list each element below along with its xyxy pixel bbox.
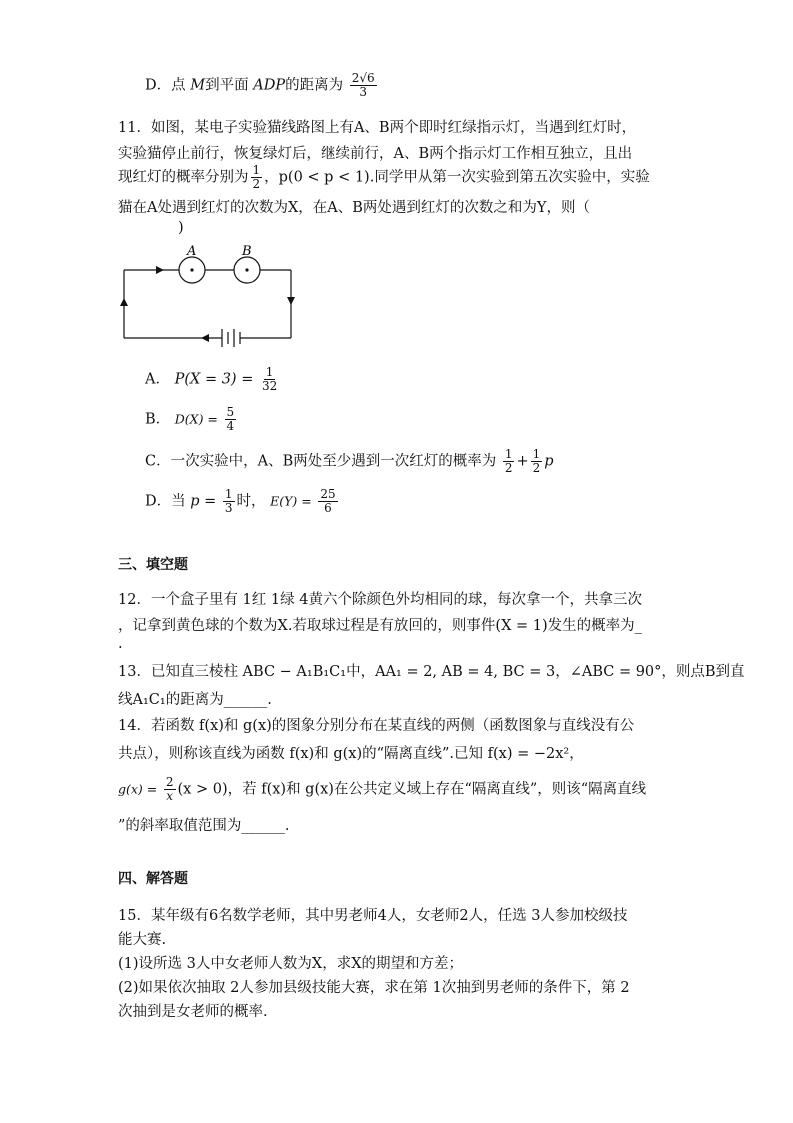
numerator: 25: [320, 487, 336, 501]
denominator: 6: [324, 501, 332, 515]
plus: +: [516, 453, 529, 470]
text: 到平面: [205, 77, 249, 94]
q15-line-1: 15．某年级有6名数学老师，其中男老师4人，女老师2人，任选 3人参加校级技: [118, 908, 628, 924]
plane-adp: ADP: [253, 77, 286, 94]
denominator: 2: [504, 461, 513, 475]
light-a-center: [190, 268, 193, 271]
fraction: [318, 488, 337, 515]
denominator: x: [166, 789, 174, 803]
label-b: B: [242, 244, 252, 259]
numerator: 1: [224, 487, 233, 501]
denominator: 2: [252, 177, 261, 191]
expr: P(X = 3) =: [174, 371, 254, 388]
q15-line-2: 能大赛.: [118, 932, 167, 948]
q13-line-2: 线A₁C₁的距离为______.: [118, 692, 272, 708]
q11-option-c: [145, 448, 554, 475]
q11-option-a: [145, 366, 281, 393]
q14-line-3: [118, 776, 646, 803]
denominator: 32: [261, 379, 278, 393]
q14-line-2: 共点），则称该直线为函数 f(x)和 g(x)的“隔离直线”.已知 f(x) = −2x²，: [118, 746, 584, 762]
denominator: 2: [532, 461, 541, 475]
light-b-center: [245, 268, 248, 271]
arrow-left-icon: [201, 334, 209, 342]
option-label: B．: [145, 411, 171, 428]
text: ，p(0 < p < 1).同学甲从第一次实验到第五次实验中，实验: [264, 169, 650, 186]
option-label: A．: [145, 371, 170, 388]
fraction: [223, 488, 235, 515]
option-text: D．当: [145, 493, 186, 510]
q14-line-4: ”的斜率取值范围为______.: [118, 818, 290, 834]
q11-line-3: [118, 164, 650, 191]
option-label: D．点: [145, 77, 186, 94]
denominator: 3: [224, 501, 233, 515]
point-m: M: [190, 77, 206, 94]
q11-line-5: ): [178, 220, 184, 236]
option-text: C．一次实验中，A、B两处至少遇到一次红灯的概率为: [145, 453, 497, 470]
expr: p =: [190, 493, 217, 510]
arrow-up-icon: [120, 298, 128, 306]
q12-line-1: 12．一个盒子里有 1红 1绿 4黄六个除颜色外均相同的球，每次拿一个，共拿三次: [118, 592, 642, 608]
section-title-answers: 四、解答题: [118, 871, 188, 887]
q12-line-3: .: [118, 636, 123, 652]
numerator: 2: [165, 775, 174, 789]
fraction: [350, 72, 377, 99]
fraction: [251, 164, 263, 191]
var-p: p: [544, 453, 554, 470]
q11-line-2: 实验猫停止前行，恢复绿灯后，继续前行，A、B两个指示灯工作相互独立，且出: [118, 146, 633, 162]
q15-line-3: (1)设所选 3人中女老师人数为X，求X的期望和方差；: [118, 956, 464, 972]
q14-line-1: 14．若函数 f(x)和 g(x)的图象分别分布在某直线的两侧（函数图象与直线没有公: [118, 718, 635, 734]
text: 时，: [236, 493, 266, 510]
q11-option-d: [145, 488, 340, 515]
text: 现红灯的概率分别为: [118, 169, 249, 186]
fraction: [260, 366, 279, 393]
q11-option-b: [145, 406, 238, 433]
q11-line-1: 11．如图，某电子实验猫线路图上有A、B两个即时红绿指示灯，当遇到红灯时，: [118, 120, 637, 136]
expr: g(x) =: [118, 781, 158, 797]
numerator: 1: [265, 365, 274, 379]
expr: D(X) =: [174, 411, 218, 427]
numerator: 1: [504, 447, 513, 461]
section-title-fill-in: 三、填空题: [118, 557, 188, 573]
denominator: 4: [226, 419, 235, 433]
label-a: A: [187, 244, 197, 259]
circuit-diagram: [118, 240, 308, 360]
numerator: 5: [226, 405, 235, 419]
fraction: [225, 406, 237, 433]
q12-line-2: ，记拿到黄色球的个数为X.若取球过程是有放回的，则事件(X = 1)发生的概率为_: [118, 618, 642, 634]
q13-line-1: 13．已知直三棱柱 ABC − A₁B₁C₁中，AA₁ = 2, AB = 4, BC = 3，∠ABC = 90°，则点B到直: [118, 664, 745, 680]
q11-line-4: 猫在A处遇到红灯的次数为X，在A、B两处遇到红灯的次数之和为Y，则（: [118, 200, 590, 216]
q10-option-d: [145, 72, 379, 99]
text: (x > 0)，若 f(x)和 g(x)在公共定义域上存在“隔离直线”，则该“隔离直线: [177, 781, 647, 798]
text: 的距离为: [285, 77, 344, 94]
numerator: 1: [252, 163, 261, 177]
denominator: 3: [359, 85, 367, 99]
q15-line-4: (2)如果依次抽取 2人参加县级技能大赛，求在第 1次抽到男老师的条件下，第 2: [118, 980, 630, 996]
numerator: 1: [532, 447, 541, 461]
arrow-down-icon: [287, 297, 295, 305]
fraction: [503, 448, 515, 475]
fraction: [164, 776, 176, 803]
numerator: 2√6: [351, 71, 375, 85]
fraction: [531, 448, 543, 475]
arrow-right-icon: [156, 266, 164, 274]
expr: E(Y) =: [270, 493, 312, 509]
q15-line-5: 次抽到是女老师的概率.: [118, 1004, 268, 1020]
